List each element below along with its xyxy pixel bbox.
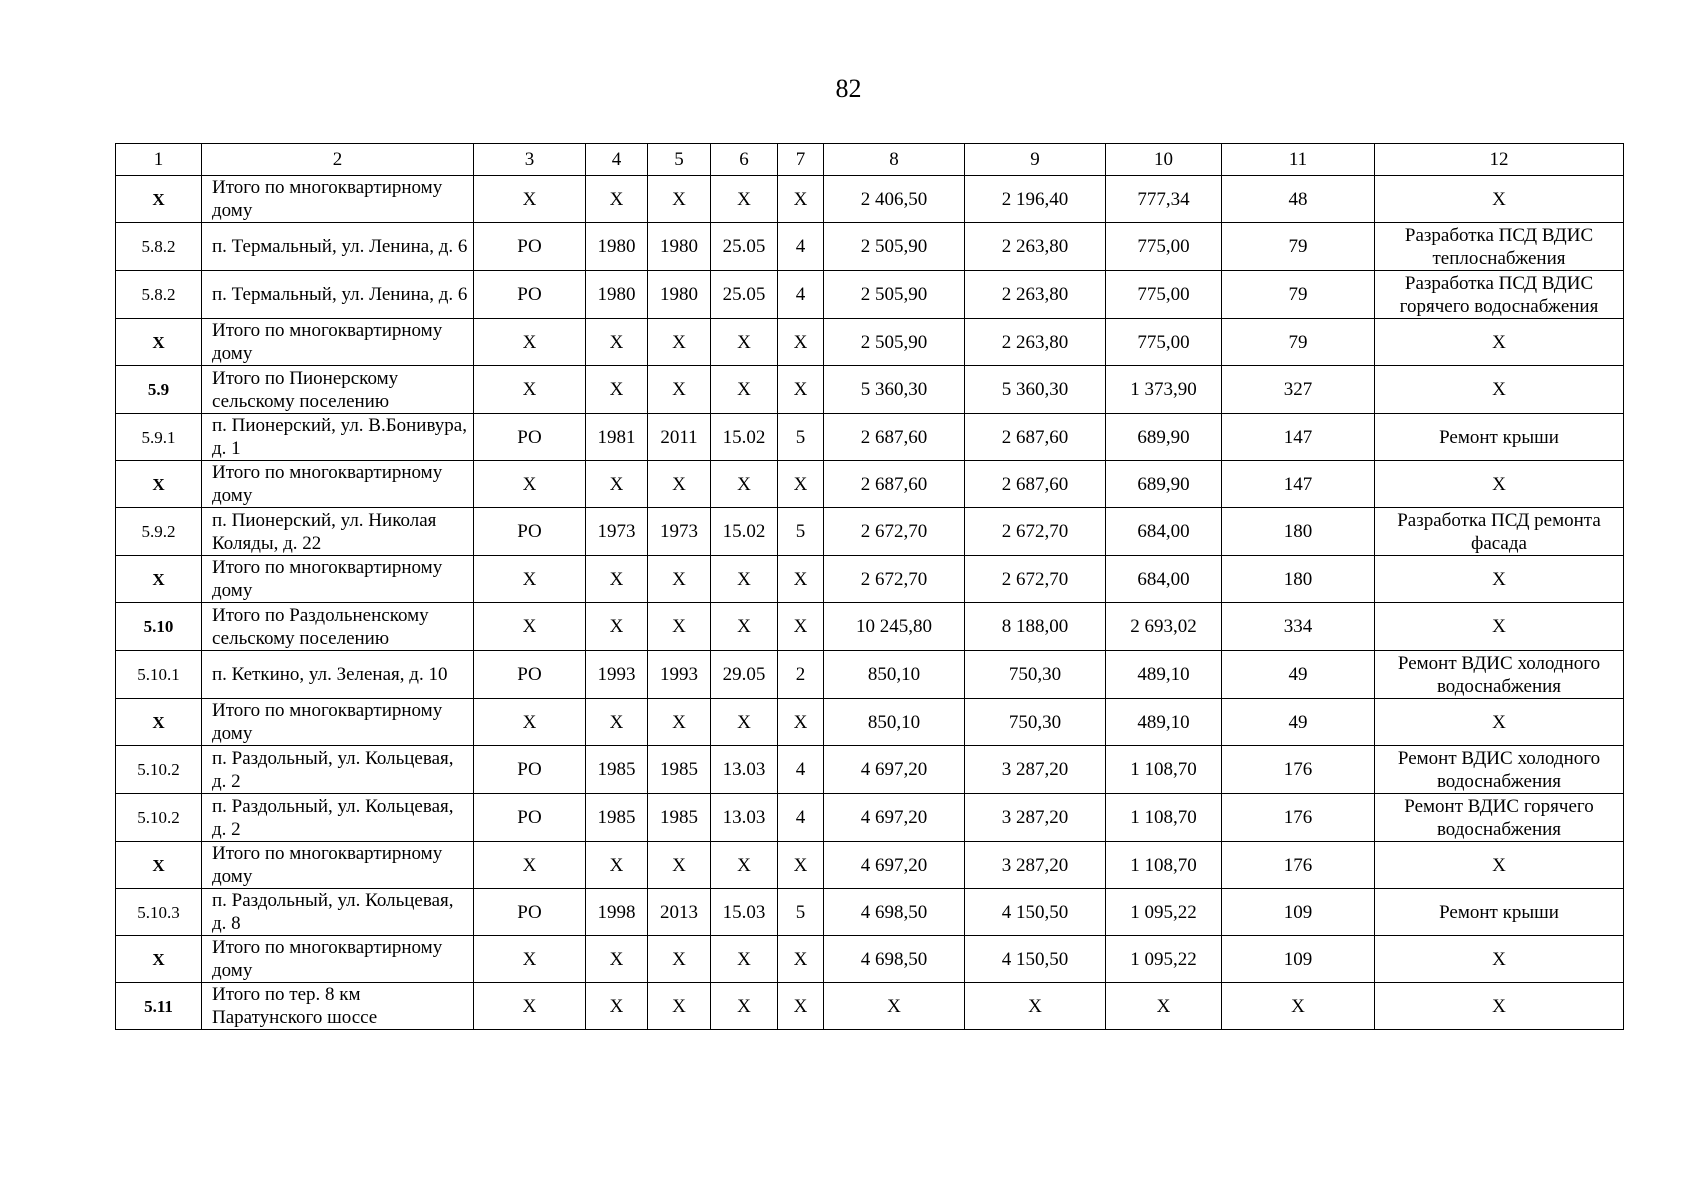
build-year-cell: 1980 (586, 223, 648, 271)
renovation-year-cell: X (648, 842, 711, 889)
build-year-cell: 1993 (586, 651, 648, 699)
cost-cell: 775,00 (1106, 271, 1222, 319)
cost-cell: 489,10 (1106, 651, 1222, 699)
work-type-cell: X (1375, 936, 1624, 983)
build-year-cell: X (586, 556, 648, 603)
total-area-cell: 2 687,60 (824, 414, 965, 461)
column-number: 3 (474, 144, 586, 176)
cost-cell: 1 373,90 (1106, 366, 1222, 414)
residents-cell: 334 (1222, 603, 1375, 651)
row-number: 5.10.2 (116, 746, 202, 794)
cost-cell: 489,10 (1106, 699, 1222, 746)
living-area-cell: 4 150,50 (965, 936, 1106, 983)
living-area-cell: 2 263,80 (965, 271, 1106, 319)
renovation-year-cell: X (648, 556, 711, 603)
build-year-cell: X (586, 842, 648, 889)
material-cell: 25.05 (711, 271, 778, 319)
material-cell: 15.02 (711, 414, 778, 461)
renovation-year-cell: 1980 (648, 271, 711, 319)
residents-cell: 48 (1222, 176, 1375, 223)
address-cell: Итого по тер. 8 км Паратунского шоссе (202, 983, 474, 1030)
cost-cell: X (1106, 983, 1222, 1030)
residents-cell: 176 (1222, 746, 1375, 794)
address-cell: Итого по Пионерскому сельскому поселению (202, 366, 474, 414)
renovation-year-cell: 1993 (648, 651, 711, 699)
work-type-cell: X (1375, 319, 1624, 366)
living-area-cell: 2 196,40 (965, 176, 1106, 223)
address-cell: п. Раздольный, ул. Кольцевая, д. 2 (202, 746, 474, 794)
work-type-cell: X (1375, 983, 1624, 1030)
total-area-cell: 2 672,70 (824, 556, 965, 603)
address-cell: п. Термальный, ул. Ленина, д. 6 (202, 223, 474, 271)
row-number: 5.11 (116, 983, 202, 1030)
column-number-row (116, 144, 1624, 176)
build-year-cell: 1985 (586, 794, 648, 842)
material-cell: 29.05 (711, 651, 778, 699)
table-body (116, 176, 1624, 1030)
build-year-cell: 1980 (586, 271, 648, 319)
row-number: 5.10.3 (116, 889, 202, 936)
floors-cell: X (778, 842, 824, 889)
renovation-year-cell: X (648, 603, 711, 651)
total-area-cell: 5 360,30 (824, 366, 965, 414)
living-area-cell: 750,30 (965, 699, 1106, 746)
floors-cell: X (778, 603, 824, 651)
material-cell: X (711, 842, 778, 889)
living-area-cell: 2 263,80 (965, 223, 1106, 271)
living-area-cell: 8 188,00 (965, 603, 1106, 651)
row-number: 5.10.1 (116, 651, 202, 699)
address-cell: Итого по многоквартирному дому (202, 936, 474, 983)
material-cell: X (711, 983, 778, 1030)
table-row (116, 556, 1624, 603)
table-row (116, 651, 1624, 699)
table-row (116, 889, 1624, 936)
cost-cell: 1 108,70 (1106, 746, 1222, 794)
cost-cell: 1 095,22 (1106, 936, 1222, 983)
owner-type-cell: РО (474, 508, 586, 556)
work-type-cell: Разработка ПСД ВДИС горячего водоснабжения (1375, 271, 1624, 319)
cost-cell: 775,00 (1106, 319, 1222, 366)
table-row (116, 223, 1624, 271)
owner-type-cell: X (474, 699, 586, 746)
living-area-cell: 2 672,70 (965, 556, 1106, 603)
residents-cell: 180 (1222, 556, 1375, 603)
floors-cell: 4 (778, 271, 824, 319)
living-area-cell: X (965, 983, 1106, 1030)
build-year-cell: 1981 (586, 414, 648, 461)
table-row (116, 271, 1624, 319)
address-cell: п. Термальный, ул. Ленина, д. 6 (202, 271, 474, 319)
work-type-cell: Ремонт ВДИС холодного водоснабжения (1375, 651, 1624, 699)
build-year-cell: X (586, 983, 648, 1030)
residents-cell: 49 (1222, 651, 1375, 699)
row-number: 5.9.1 (116, 414, 202, 461)
table-row (116, 794, 1624, 842)
table-row (116, 842, 1624, 889)
residents-cell: 109 (1222, 889, 1375, 936)
column-number: 11 (1222, 144, 1375, 176)
page-number: 82 (835, 74, 862, 103)
floors-cell: X (778, 983, 824, 1030)
material-cell: 25.05 (711, 223, 778, 271)
floors-cell: X (778, 556, 824, 603)
total-area-cell: 2 406,50 (824, 176, 965, 223)
column-number: 2 (202, 144, 474, 176)
cost-cell: 1 108,70 (1106, 842, 1222, 889)
living-area-cell: 2 672,70 (965, 508, 1106, 556)
work-type-cell: Разработка ПСД ВДИС теплоснабжения (1375, 223, 1624, 271)
row-number: X (116, 461, 202, 508)
row-number: X (116, 936, 202, 983)
owner-type-cell: X (474, 176, 586, 223)
owner-type-cell: X (474, 936, 586, 983)
cost-cell: 775,00 (1106, 223, 1222, 271)
cost-cell: 1 095,22 (1106, 889, 1222, 936)
total-area-cell: 2 672,70 (824, 508, 965, 556)
total-area-cell: 2 505,90 (824, 223, 965, 271)
build-year-cell: X (586, 176, 648, 223)
table-row (116, 699, 1624, 746)
work-type-cell: X (1375, 699, 1624, 746)
work-type-cell: Ремонт крыши (1375, 414, 1624, 461)
table-row (116, 936, 1624, 983)
cost-cell: 777,34 (1106, 176, 1222, 223)
build-year-cell: 1985 (586, 746, 648, 794)
floors-cell: 4 (778, 794, 824, 842)
build-year-cell: X (586, 936, 648, 983)
residents-cell: 147 (1222, 461, 1375, 508)
table-row (116, 366, 1624, 414)
repair-program-table (115, 143, 1624, 1030)
renovation-year-cell: X (648, 366, 711, 414)
renovation-year-cell: X (648, 936, 711, 983)
owner-type-cell: РО (474, 271, 586, 319)
floors-cell: 5 (778, 889, 824, 936)
row-number: 5.9 (116, 366, 202, 414)
residents-cell: 176 (1222, 842, 1375, 889)
work-type-cell: Ремонт ВДИС горячего водоснабжения (1375, 794, 1624, 842)
owner-type-cell: РО (474, 414, 586, 461)
floors-cell: X (778, 176, 824, 223)
column-number: 10 (1106, 144, 1222, 176)
residents-cell: X (1222, 983, 1375, 1030)
total-area-cell: 10 245,80 (824, 603, 965, 651)
residents-cell: 79 (1222, 319, 1375, 366)
floors-cell: X (778, 936, 824, 983)
floors-cell: 2 (778, 651, 824, 699)
floors-cell: X (778, 461, 824, 508)
residents-cell: 109 (1222, 936, 1375, 983)
total-area-cell: 4 697,20 (824, 746, 965, 794)
work-type-cell: Ремонт ВДИС холодного водоснабжения (1375, 746, 1624, 794)
material-cell: X (711, 461, 778, 508)
owner-type-cell: X (474, 366, 586, 414)
column-number: 6 (711, 144, 778, 176)
column-number: 8 (824, 144, 965, 176)
residents-cell: 79 (1222, 223, 1375, 271)
total-area-cell: 850,10 (824, 651, 965, 699)
row-number: 5.10.2 (116, 794, 202, 842)
owner-type-cell: X (474, 603, 586, 651)
residents-cell: 79 (1222, 271, 1375, 319)
owner-type-cell: РО (474, 746, 586, 794)
work-type-cell: X (1375, 556, 1624, 603)
address-cell: Итого по многоквартирному дому (202, 176, 474, 223)
total-area-cell: 4 698,50 (824, 936, 965, 983)
table-row (116, 983, 1624, 1030)
build-year-cell: X (586, 366, 648, 414)
total-area-cell: 2 505,90 (824, 319, 965, 366)
material-cell: X (711, 319, 778, 366)
material-cell: X (711, 936, 778, 983)
address-cell: п. Пионерский, ул. В.Бонивура, д. 1 (202, 414, 474, 461)
table-row (116, 746, 1624, 794)
material-cell: 15.03 (711, 889, 778, 936)
living-area-cell: 3 287,20 (965, 842, 1106, 889)
work-type-cell: X (1375, 461, 1624, 508)
address-cell: п. Кеткино, ул. Зеленая, д. 10 (202, 651, 474, 699)
floors-cell: 5 (778, 414, 824, 461)
owner-type-cell: РО (474, 794, 586, 842)
renovation-year-cell: 1980 (648, 223, 711, 271)
cost-cell: 689,90 (1106, 414, 1222, 461)
owner-type-cell: РО (474, 889, 586, 936)
address-cell: п. Пионерский, ул. Николая Коляды, д. 22 (202, 508, 474, 556)
renovation-year-cell: 1973 (648, 508, 711, 556)
column-number: 4 (586, 144, 648, 176)
work-type-cell: X (1375, 603, 1624, 651)
cost-cell: 684,00 (1106, 508, 1222, 556)
column-number: 12 (1375, 144, 1624, 176)
owner-type-cell: X (474, 842, 586, 889)
row-number: 5.8.2 (116, 223, 202, 271)
row-number: X (116, 556, 202, 603)
column-number: 5 (648, 144, 711, 176)
floors-cell: 4 (778, 746, 824, 794)
renovation-year-cell: X (648, 461, 711, 508)
owner-type-cell: X (474, 319, 586, 366)
renovation-year-cell: 2013 (648, 889, 711, 936)
owner-type-cell: РО (474, 223, 586, 271)
build-year-cell: X (586, 603, 648, 651)
material-cell: X (711, 176, 778, 223)
total-area-cell: 2 687,60 (824, 461, 965, 508)
residents-cell: 176 (1222, 794, 1375, 842)
living-area-cell: 2 687,60 (965, 461, 1106, 508)
cost-cell: 1 108,70 (1106, 794, 1222, 842)
address-cell: Итого по многоквартирному дому (202, 556, 474, 603)
material-cell: X (711, 556, 778, 603)
table-row (116, 508, 1624, 556)
renovation-year-cell: 2011 (648, 414, 711, 461)
work-type-cell: X (1375, 842, 1624, 889)
renovation-year-cell: X (648, 699, 711, 746)
total-area-cell: X (824, 983, 965, 1030)
renovation-year-cell: X (648, 983, 711, 1030)
build-year-cell: 1998 (586, 889, 648, 936)
build-year-cell: X (586, 699, 648, 746)
work-type-cell: X (1375, 366, 1624, 414)
material-cell: 13.03 (711, 746, 778, 794)
column-number: 1 (116, 144, 202, 176)
material-cell: 15.02 (711, 508, 778, 556)
floors-cell: 4 (778, 223, 824, 271)
owner-type-cell: X (474, 461, 586, 508)
address-cell: Итого по многоквартирному дому (202, 461, 474, 508)
renovation-year-cell: 1985 (648, 794, 711, 842)
row-number: X (116, 842, 202, 889)
work-type-cell: X (1375, 176, 1624, 223)
build-year-cell: 1973 (586, 508, 648, 556)
row-number: X (116, 319, 202, 366)
address-cell: п. Раздольный, ул. Кольцевая, д. 8 (202, 889, 474, 936)
row-number: X (116, 176, 202, 223)
living-area-cell: 5 360,30 (965, 366, 1106, 414)
residents-cell: 49 (1222, 699, 1375, 746)
owner-type-cell: X (474, 556, 586, 603)
total-area-cell: 4 697,20 (824, 794, 965, 842)
living-area-cell: 2 263,80 (965, 319, 1106, 366)
material-cell: 13.03 (711, 794, 778, 842)
total-area-cell: 4 697,20 (824, 842, 965, 889)
living-area-cell: 3 287,20 (965, 794, 1106, 842)
floors-cell: 5 (778, 508, 824, 556)
address-cell: Итого по многоквартирному дому (202, 319, 474, 366)
cost-cell: 689,90 (1106, 461, 1222, 508)
build-year-cell: X (586, 319, 648, 366)
renovation-year-cell: 1985 (648, 746, 711, 794)
total-area-cell: 2 505,90 (824, 271, 965, 319)
material-cell: X (711, 699, 778, 746)
row-number: X (116, 699, 202, 746)
table-row (116, 414, 1624, 461)
work-type-cell: Разработка ПСД ремонта фасада (1375, 508, 1624, 556)
floors-cell: X (778, 319, 824, 366)
living-area-cell: 2 687,60 (965, 414, 1106, 461)
address-cell: Итого по Раздольненскому сельскому поселению (202, 603, 474, 651)
renovation-year-cell: X (648, 176, 711, 223)
owner-type-cell: РО (474, 651, 586, 699)
material-cell: X (711, 603, 778, 651)
owner-type-cell: X (474, 983, 586, 1030)
living-area-cell: 4 150,50 (965, 889, 1106, 936)
total-area-cell: 4 698,50 (824, 889, 965, 936)
row-number: 5.9.2 (116, 508, 202, 556)
row-number: 5.10 (116, 603, 202, 651)
column-number: 9 (965, 144, 1106, 176)
address-cell: п. Раздольный, ул. Кольцевая, д. 2 (202, 794, 474, 842)
cost-cell: 2 693,02 (1106, 603, 1222, 651)
floors-cell: X (778, 366, 824, 414)
residents-cell: 327 (1222, 366, 1375, 414)
table-row (116, 176, 1624, 223)
work-type-cell: Ремонт крыши (1375, 889, 1624, 936)
living-area-cell: 750,30 (965, 651, 1106, 699)
residents-cell: 180 (1222, 508, 1375, 556)
cost-cell: 684,00 (1106, 556, 1222, 603)
residents-cell: 147 (1222, 414, 1375, 461)
address-cell: Итого по многоквартирному дому (202, 699, 474, 746)
column-number: 7 (778, 144, 824, 176)
table-row (116, 461, 1624, 508)
renovation-year-cell: X (648, 319, 711, 366)
row-number: 5.8.2 (116, 271, 202, 319)
table-row (116, 319, 1624, 366)
address-cell: Итого по многоквартирному дому (202, 842, 474, 889)
floors-cell: X (778, 699, 824, 746)
total-area-cell: 850,10 (824, 699, 965, 746)
build-year-cell: X (586, 461, 648, 508)
table-row (116, 603, 1624, 651)
living-area-cell: 3 287,20 (965, 746, 1106, 794)
material-cell: X (711, 366, 778, 414)
